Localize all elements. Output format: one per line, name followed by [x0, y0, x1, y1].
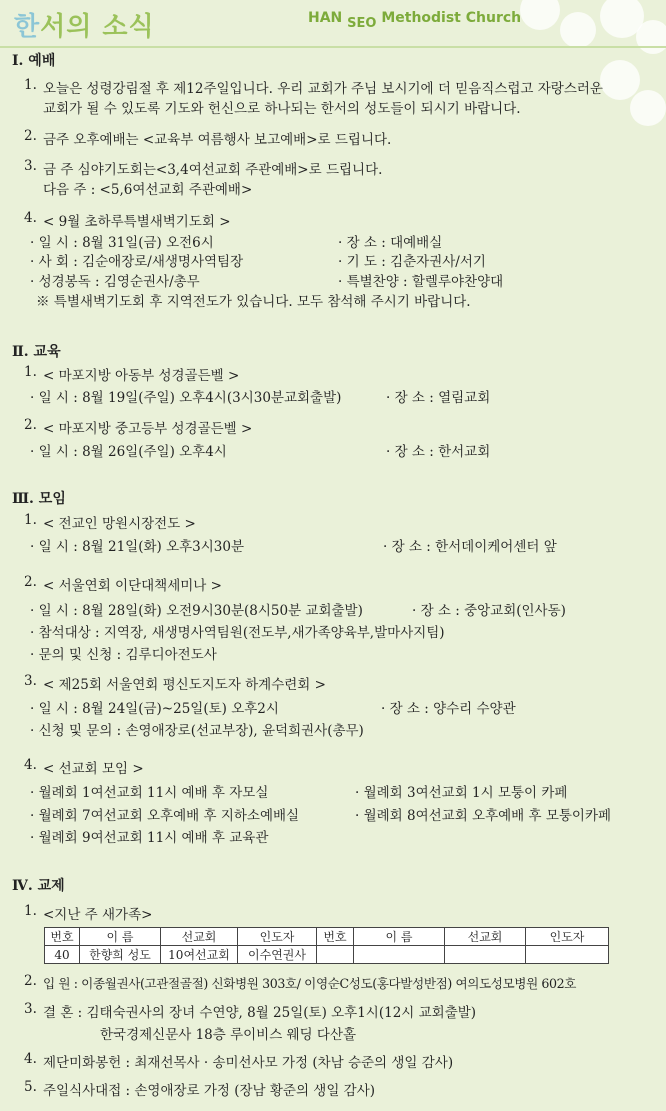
clover-decoration	[600, 60, 640, 100]
worship-item-4-detail: · 장 소 : 대예배실	[338, 235, 443, 251]
table-header-row	[45, 928, 609, 946]
table-cell	[445, 946, 526, 964]
meeting-item-4-detail: · 월례회 9여선교회 11시 예배 후 교육관	[30, 830, 269, 846]
table-header: 선교회	[161, 928, 238, 946]
worship-item-3-line-1: 금 주 심야기도회는<3,4여선교회 주관예배>로 드립니다.	[43, 162, 383, 178]
education-item-1-detail: · 일 시 : 8월 19일(주일) 오후4시(3시30분교회출발)	[30, 390, 342, 406]
section-title-meetings: Ⅲ. 모임	[12, 491, 66, 507]
new-family-title: <지난 주 새가족>	[43, 907, 153, 923]
clover-decoration	[636, 20, 666, 54]
table-cell	[354, 946, 445, 964]
hospitalization-notice: 입 원 : 이종월권사(고관절골절) 신화병원 303호/ 이영순C성도(홍다발성반점) 여의도성모병원 602호	[43, 976, 577, 991]
meeting-item-1-detail: · 일 시 : 8월 21일(화) 오후3시30분	[30, 539, 245, 555]
worship-item-4-detail: · 성경봉독 : 김영순권사/총무	[30, 274, 200, 290]
meeting-item-2-title: < 서울연회 이단대책세미나 >	[43, 578, 222, 594]
item-number: 1.	[24, 364, 37, 380]
item-number: 4.	[24, 210, 37, 226]
education-item-2-detail: · 일 시 : 8월 26일(주일) 오후4시	[30, 444, 227, 460]
education-item-1-title: < 마포지방 아동부 성경골든벨 >	[43, 368, 240, 384]
table-header: 인도자	[238, 928, 317, 946]
meeting-item-4-detail: · 월례회 7여선교회 오후예배 후 지하소예배실	[30, 808, 300, 824]
table-cell: 40	[45, 946, 80, 964]
table-header: 이 름	[80, 928, 161, 946]
meeting-item-2-detail: · 참석대상 : 지역장, 새생명사역팀원(전도부,새가족양육부,발마사지팀)	[30, 625, 445, 641]
altar-flower-notice: 제단미화봉헌 : 최재선목사 · 송미선사모 가정 (차남 승준의 생일 감사)	[43, 1055, 454, 1071]
meeting-item-1-detail: · 장 소 : 한서데이케어센터 앞	[383, 539, 557, 555]
wedding-notice-line-1: 결 혼 : 김태숙권사의 장녀 수연양, 8월 25일(토) 오후1시(12시 교회출발)	[43, 1005, 477, 1021]
meeting-item-2-detail: · 일 시 : 8월 28일(화) 오전9시30분(8시50분 교회출발)	[30, 603, 363, 619]
item-number: 4.	[24, 757, 37, 773]
clover-decoration	[560, 12, 596, 48]
header	[0, 0, 666, 48]
worship-item-1-line-2: 교회가 될 수 있도록 기도와 헌신으로 하나되는 한서의 성도들이 되시기 바랍니다.	[43, 101, 521, 117]
item-number: 1.	[24, 77, 37, 93]
meeting-item-4-title: < 선교회 모임 >	[43, 761, 144, 777]
worship-item-2: 금주 오후예배는 <교육부 여름행사 보고예배>로 드립니다.	[43, 132, 392, 148]
item-number: 4.	[24, 1051, 37, 1067]
church-name: HAN SEO Methodist Church	[308, 10, 522, 31]
worship-item-4-title: < 9월 초하루특별새벽기도회 >	[43, 214, 231, 230]
worship-item-4-detail: · 기 도 : 김춘자권사/서기	[338, 254, 486, 270]
item-number: 3.	[24, 673, 37, 689]
new-family-table	[44, 927, 609, 964]
meeting-item-3-detail: · 일 시 : 8월 24일(금)~25일(토) 오후2시	[30, 701, 279, 717]
worship-item-4-detail: · 특별찬양 : 할렐루야찬양대	[338, 274, 504, 290]
meeting-item-2-detail: · 문의 및 신청 : 김루디아전도사	[30, 647, 217, 663]
table-cell: 10여선교회	[161, 946, 238, 964]
wedding-notice-line-2: 한국경제신문사 18층 루이비스 웨딩 다산홀	[100, 1027, 357, 1043]
table-cell	[526, 946, 609, 964]
worship-item-4-detail: · 사 회 : 김순애장로/새생명사역팀장	[30, 254, 244, 270]
clover-decoration	[630, 90, 666, 126]
meeting-item-3-detail: · 신청 및 문의 : 손영애장로(선교부장), 윤덕희권사(총무)	[30, 723, 364, 739]
table-header: 이 름	[354, 928, 445, 946]
header-divider	[0, 46, 666, 48]
worship-item-4-detail: · 일 시 : 8월 31일(금) 오전6시	[30, 235, 214, 251]
table-row	[45, 946, 609, 964]
meal-notice: 주일식사대접 : 손영애장로 가정 (장남 황준의 생일 감사)	[43, 1083, 376, 1099]
clover-decoration	[520, 0, 560, 30]
table-header: 선교회	[445, 928, 526, 946]
education-item-2-title: < 마포지방 중고등부 성경골든벨 >	[43, 421, 253, 437]
worship-item-1-line-1: 오늘은 성령강림절 후 제12주일입니다. 우리 교회가 주님 보시기에 더 믿음직스럽고 자랑스러운	[43, 81, 603, 97]
table-header: 인도자	[526, 928, 609, 946]
item-number: 3.	[24, 158, 37, 174]
item-number: 1.	[24, 903, 37, 919]
meeting-item-4-detail: · 월례회 3여선교회 1시 모퉁이 카페	[355, 785, 568, 801]
meeting-item-4-detail: · 월례회 1여선교회 11시 예배 후 자모실	[30, 785, 269, 801]
table-cell: 한향희 성도	[80, 946, 161, 964]
table-cell: 이수연권사	[238, 946, 317, 964]
section-title-worship: Ⅰ. 예배	[12, 53, 56, 69]
meeting-item-3-detail: · 장 소 : 양수리 수양관	[381, 701, 516, 717]
meeting-item-2-detail: · 장 소 : 중앙교회(인사동)	[412, 603, 566, 619]
table-header: 번호	[45, 928, 80, 946]
section-title-education: Ⅱ. 교육	[12, 344, 61, 360]
table-cell	[317, 946, 354, 964]
meeting-item-4-detail: · 월례회 8여선교회 오후예배 후 모퉁이카페	[355, 808, 612, 824]
section-title-fellowship: Ⅳ. 교제	[12, 878, 65, 894]
item-number: 2.	[24, 417, 37, 433]
worship-item-3-line-2: 다음 주 : <5,6여선교회 주관예배>	[43, 182, 253, 198]
worship-note: ※ 특별새벽기도회 후 지역전도가 있습니다. 모두 참석해 주시기 바랍니다.	[36, 294, 471, 310]
meeting-item-3-title: < 제25회 서울연회 평신도지도자 하계수련회 >	[43, 677, 326, 693]
item-number: 2.	[24, 574, 37, 590]
item-number: 3.	[24, 1001, 37, 1017]
item-number: 5.	[24, 1079, 37, 1095]
item-number: 1.	[24, 512, 37, 528]
item-number: 2.	[24, 973, 37, 989]
item-number: 2.	[24, 128, 37, 144]
meeting-item-1-title: < 전교인 망원시장전도 >	[43, 516, 196, 532]
education-item-1-detail: · 장 소 : 열림교회	[386, 390, 491, 406]
table-header: 번호	[317, 928, 354, 946]
page-title: 한서의 소식	[14, 12, 155, 42]
education-item-2-detail: · 장 소 : 한서교회	[386, 444, 491, 460]
